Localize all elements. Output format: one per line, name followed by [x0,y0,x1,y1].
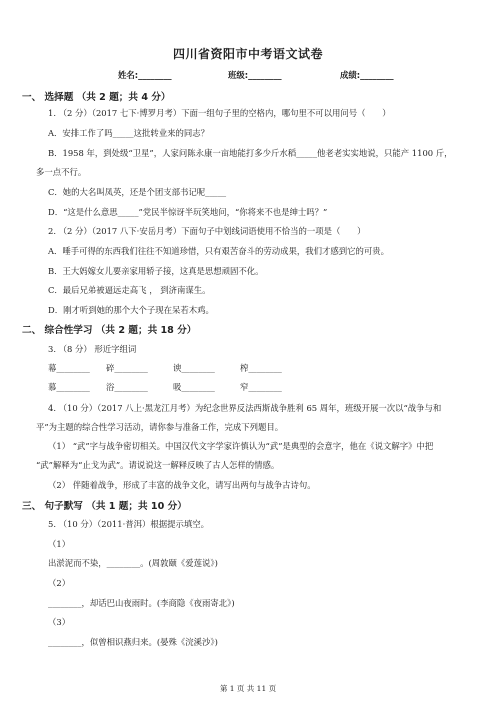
section-heading-2: 二、 综合性学习 （共 2 题；共 18 分） [22,325,197,336]
question-1-stem: 1. （2 分）（2017 七下·博罗月考）下面一组句子里的空格内，哪句里不可以用问号（ ） [48,108,391,118]
word-blank: 窄________ [240,382,282,392]
question-5-part-1-label: （1） [48,539,71,549]
question-2-option-c: C．最后兄弟被逼远走高飞 ， 到济南谋生。 [48,285,211,295]
question-5-part-3-text: ________，似曾相识燕归来。(晏殊《浣溪沙》) [48,637,218,647]
page-footer: 第 1 页 共 11 页 [219,684,277,693]
question-1-option-c: C．她的大名叫凤英，还是个团支部书记呢_____ [48,187,227,197]
question-4-part-2: （2） 伴随着战争，形成了丰富的战争文化，请写出两句与战争古诗句。 [48,480,316,490]
question-1-option-b: B．1958 年，到处级“卫星”，人家问陈永康一亩地能打多少斤水稻_____他老老实实地说，只能产 1100 斤， [48,148,453,158]
class-field: 班级:________ [228,70,282,80]
question-4-stem-cont: 平”为主题的综合性学习活动，请你参与准备工作，完成下列题目。 [36,422,284,432]
question-5-part-1-text: 出淤泥而不染，________。(周敦颐《爱莲说》) [48,558,218,568]
question-4-part-1: （1） “武”字与战争密切相关。中国汉代文字学家许慎认为“武”是典型的会意字，他在《说文解字》中把 [48,441,434,451]
name-field: 姓名:________ [118,70,172,80]
question-5-part-3-label: （3） [48,617,71,627]
word-blank: 榨________ [240,363,282,373]
question-5-part-2-text: ________，却话巴山夜雨时。(李商隐《夜雨寄北》) [48,598,235,608]
word-blank: 幕________ [48,363,90,373]
question-4-stem: 4. （10 分）（2017 八上·黑龙江月考）为纪念世界反法西斯战争胜利 65 周年，班级开展一次以“战争与和 [48,403,442,413]
score-field: 成绩:________ [340,70,394,80]
question-2-option-b: B．王大妈嫁女儿要亲家用轿子接，这真是思想顽固不化。 [48,266,264,276]
question-2-stem: 2. （2 分）（2017 八下·安岳月考）下面句子中划线词语使用不恰当的一项是（ ） [48,226,366,236]
page-title: 四川省资阳市中考语文试卷 [172,47,323,61]
question-5-stem: 5. （10 分）（2011·普洱）根据提示填空。 [48,519,210,529]
question-1-option-a: A．安排工作了吗_____这批转业来的同志？ [48,128,209,138]
question-1-option-d: D．“这是什么意思_____”党民半惊讶半玩笑地问，“你将来不也是绅士吗？” [48,207,328,217]
section-heading-3: 三、 句子默写 （共 1 题；共 10 分） [22,501,187,512]
question-4-part-1-cont: “武”解释为“止戈为武”。请说说这一解释反映了古人怎样的情感。 [36,460,280,470]
question-1-option-b-cont: 多一点不行。 [36,167,87,177]
word-blank: 慕________ [48,382,90,392]
question-2-option-a: A．唾手可得的东西我们往往不知道珍惜，只有艰苦奋斗的劳动成果，我们才感到它的可贵。 [48,246,390,256]
question-5-part-2-label: （2） [48,578,71,588]
question-2-option-d: D．刚才听到她的那个大个子现在呆若木鸡。 [48,305,214,315]
section-heading-1: 一、 选择题 （共 2 题；共 4 分） [22,92,171,103]
word-blank: 浴________ [106,382,148,392]
word-blank: 谀________ [173,363,215,373]
question-3-stem: 3. （8 分） 形近字组词 [48,344,137,354]
word-blank: 吸________ [173,382,215,392]
word-blank: 碎________ [106,363,148,373]
